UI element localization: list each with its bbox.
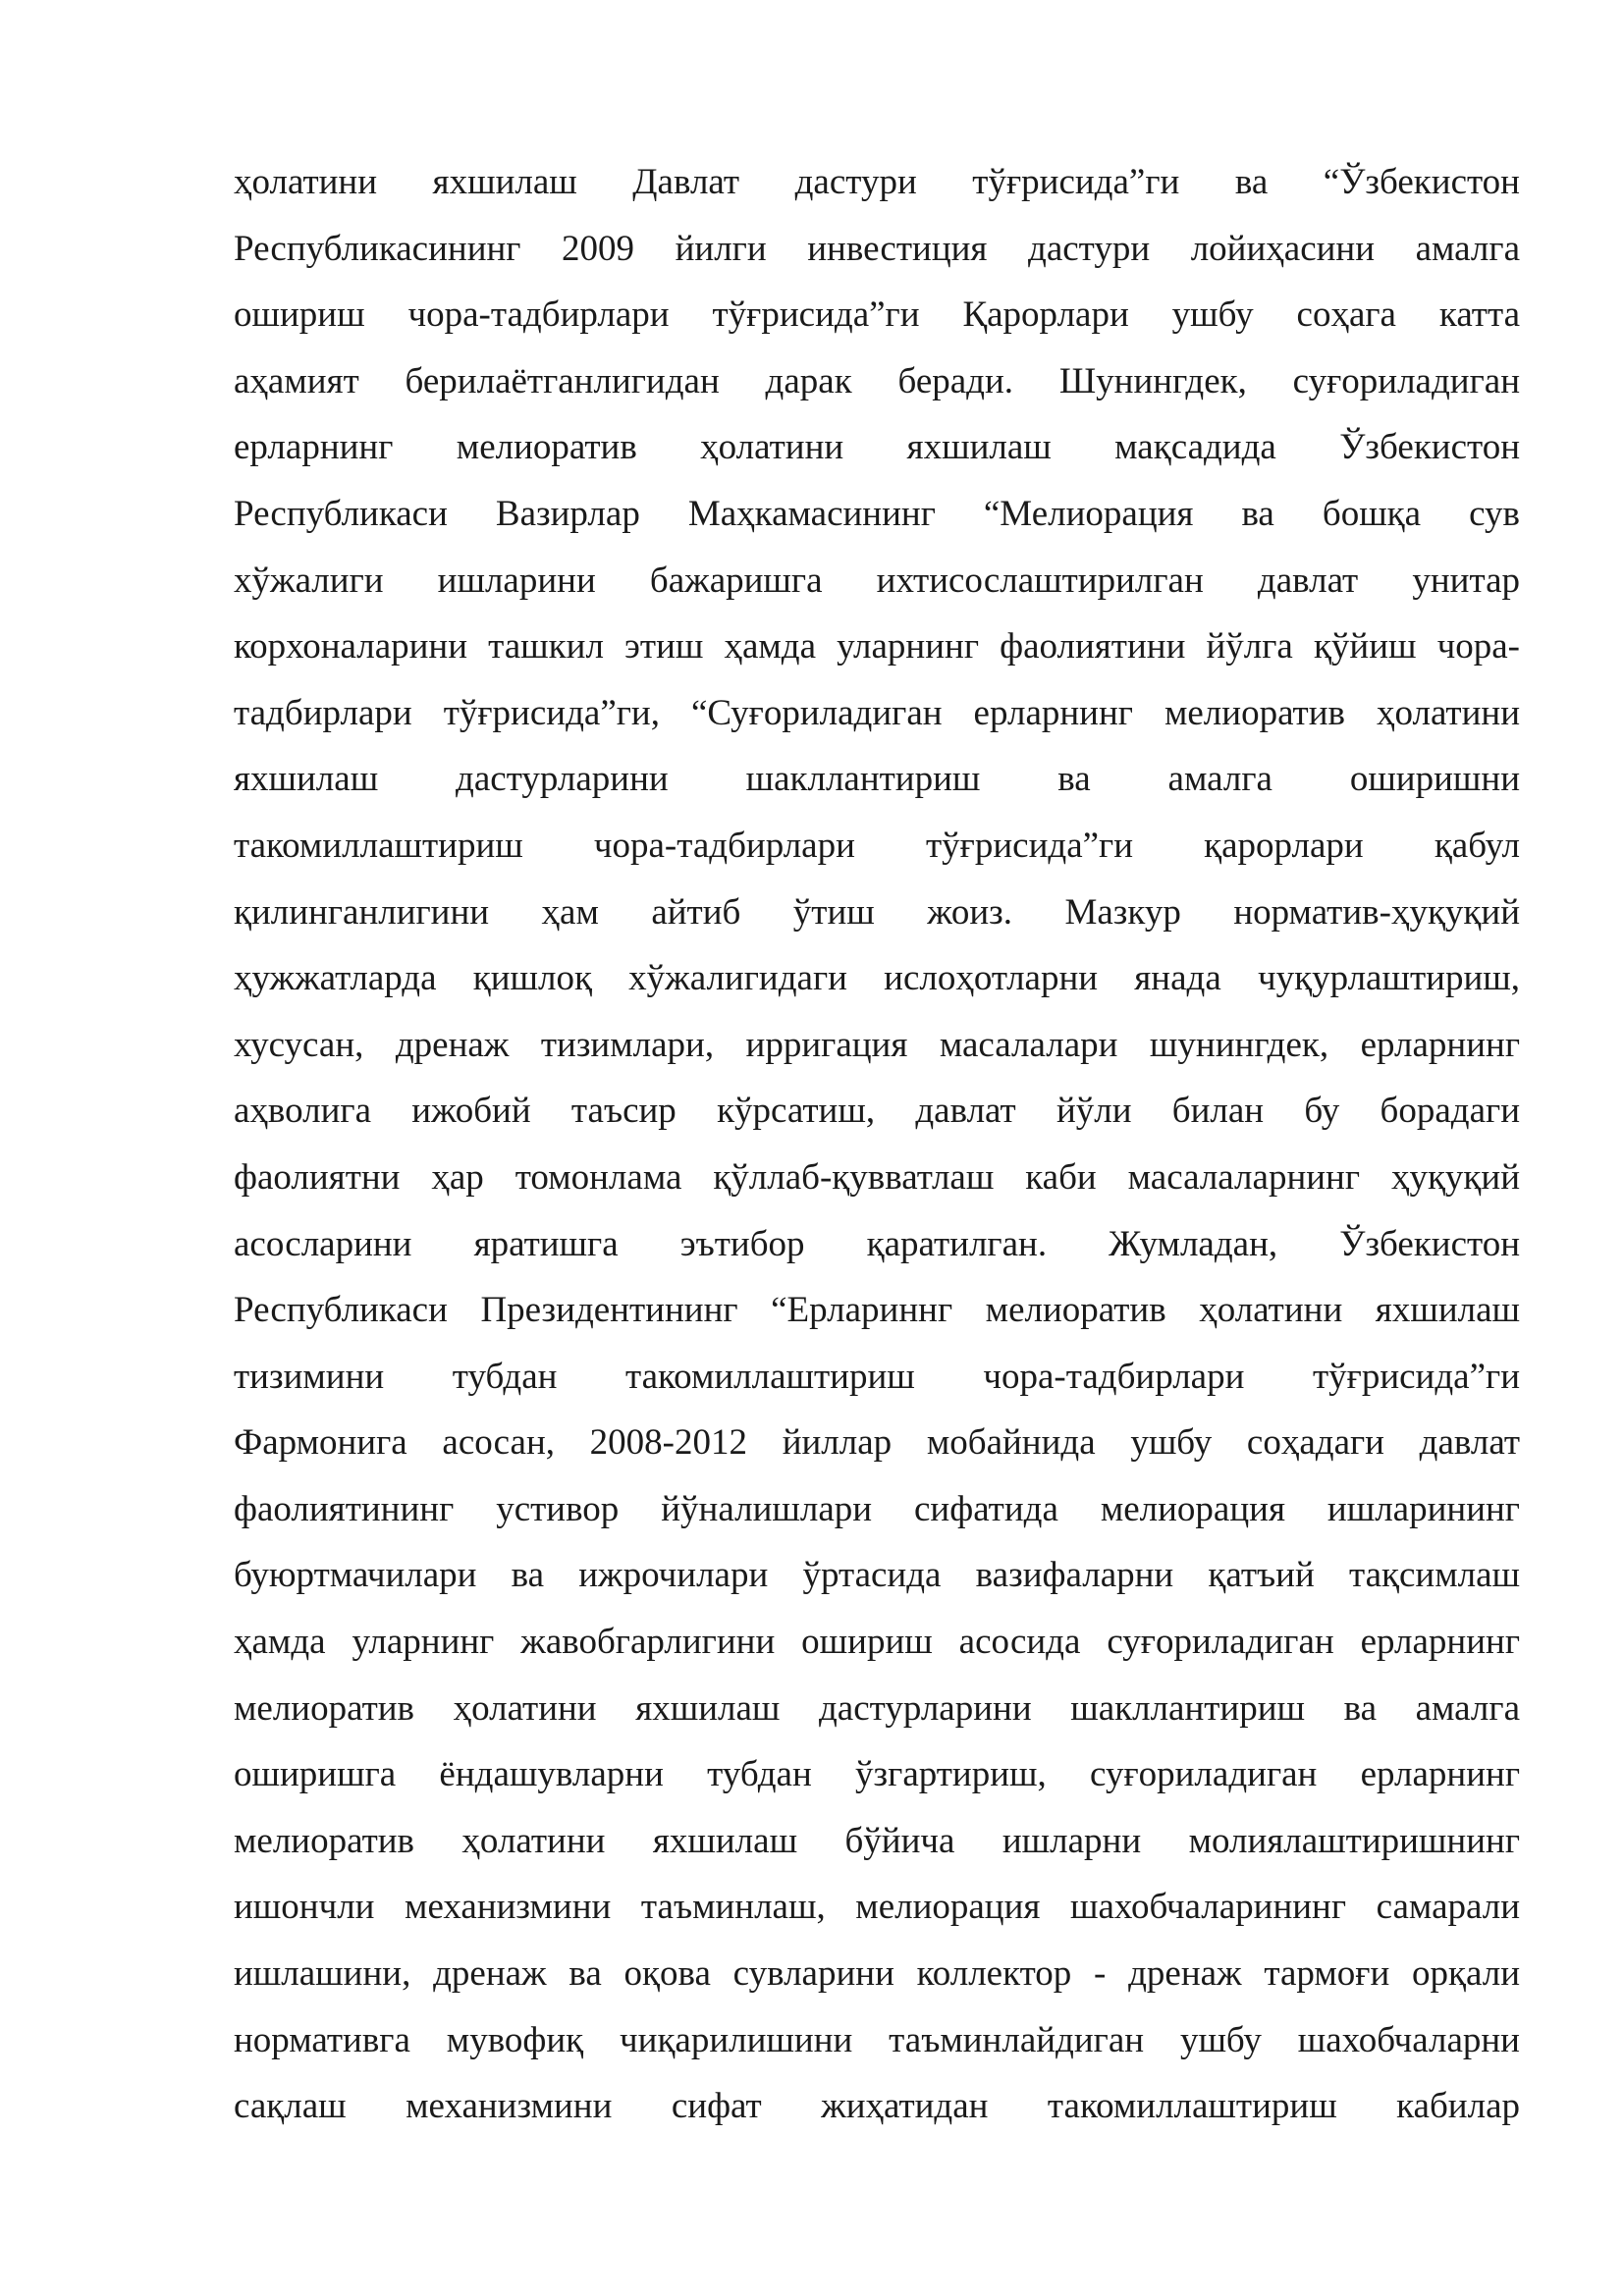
text-line: ошириш чора-тадбирлари тўғрисида”ги Қарорлари ушбу соҳага катта xyxy=(234,294,1520,336)
text-line: Республикаси Президентининг “Ерлариннг мелиоратив ҳолатини яхшилаш xyxy=(234,1290,1520,1331)
text-line: ишончли механизмини таъминлаш, мелиорация шахобчаларининг самарали xyxy=(234,1887,1520,1928)
text-line: ҳужжатларда қишлоқ хўжалигидаги ислоҳотларни янада чуқурлаштириш, xyxy=(234,958,1520,999)
text-line: корхоналарини ташкил этиш ҳамда уларнинг фаолиятини йўлга қўйиш чора- xyxy=(234,626,1520,667)
text-line: ҳолатини яхшилаш Давлат дастури тўғрисида”ги ва “Ўзбекистон xyxy=(234,162,1520,202)
body-paragraph xyxy=(234,149,1520,2140)
text-line: қилинганлигини ҳам айтиб ўтиш жоиз. Мазкур норматив-ҳуқуқий xyxy=(234,891,1520,933)
text-line: тизимини тубдан такомиллаштириш чора-тадбирлари тўғрисида”ги xyxy=(234,1356,1520,1397)
text-line: нормативга мувофиқ чиқарилишини таъминлайдиган ушбу шахобчаларни xyxy=(234,2019,1520,2060)
text-line: яхшилаш дастурларини шакллантириш ва амалга оширишни xyxy=(234,759,1520,800)
text-line: асосларини яратишга эътибор қаратилган. Жумладан, Ўзбекистон xyxy=(234,1223,1520,1264)
text-line: фаолиятни ҳар томонлама қўллаб-қувватлаш каби масалаларнинг ҳуқуқий xyxy=(234,1156,1520,1198)
text-line: буюртмачилари ва ижрочилари ўртасида вазифаларни қатъий тақсимлаш xyxy=(234,1555,1520,1596)
text-line: тадбирлари тўғрисида”ги, “Суғориладиган ерларнинг мелиоратив ҳолатини xyxy=(234,692,1520,733)
text-line: ҳамда уларнинг жавобгарлигини ошириш асосида суғориладиган ерларнинг xyxy=(234,1622,1520,1663)
text-line: ерларнинг мелиоратив ҳолатини яхшилаш мақсадида Ўзбекистон xyxy=(234,427,1520,468)
text-line: аҳволига ижобий таъсир кўрсатиш, давлат йўли билан бу борадаги xyxy=(234,1091,1520,1132)
text-line: хусусан, дренаж тизимлари, ирригация масалалари шунингдек, ерларнинг xyxy=(234,1024,1520,1065)
text-line: мелиоратив ҳолатини яхшилаш дастурларини шакллантириш ва амалга xyxy=(234,1687,1520,1729)
text-line: оширишга ёндашувларни тубдан ўзгартириш, суғориладиган ерларнинг xyxy=(234,1754,1520,1795)
text-line: сақлаш механизмини сифат жиҳатидан такомиллаштириш кабилар xyxy=(234,2086,1520,2127)
text-line: Республикасининг 2009 йилги инвестиция дастури лойиҳасини амалга xyxy=(234,228,1520,269)
text-line: ишлашини, дренаж ва оқова сувларини коллектор - дренаж тармоғи орқали xyxy=(234,1953,1520,1995)
text-line: хўжалиги ишларини бажаришга ихтисослаштирилган давлат унитар xyxy=(234,560,1520,601)
text-line: фаолиятининг устивор йўналишлари сифатида мелиорация ишларининг xyxy=(234,1488,1520,1529)
text-line: такомиллаштириш чора-тадбирлари тўғрисида”ги қарорлари қабул xyxy=(234,825,1520,866)
text-line: Республикаси Вазирлар Маҳкамасининг “Мелиорация ва бошқа сув xyxy=(234,493,1520,534)
text-line: Фармонига асосан, 2008-2012 йиллар мобайнида ушбу соҳадаги давлат xyxy=(234,1422,1520,1464)
text-line: аҳамият берилаётганлигидан дарак беради. Шунингдек, суғориладиган xyxy=(234,360,1520,401)
text-line: мелиоратив ҳолатини яхшилаш бўйича ишларни молиялаштиришнинг xyxy=(234,1820,1520,1861)
